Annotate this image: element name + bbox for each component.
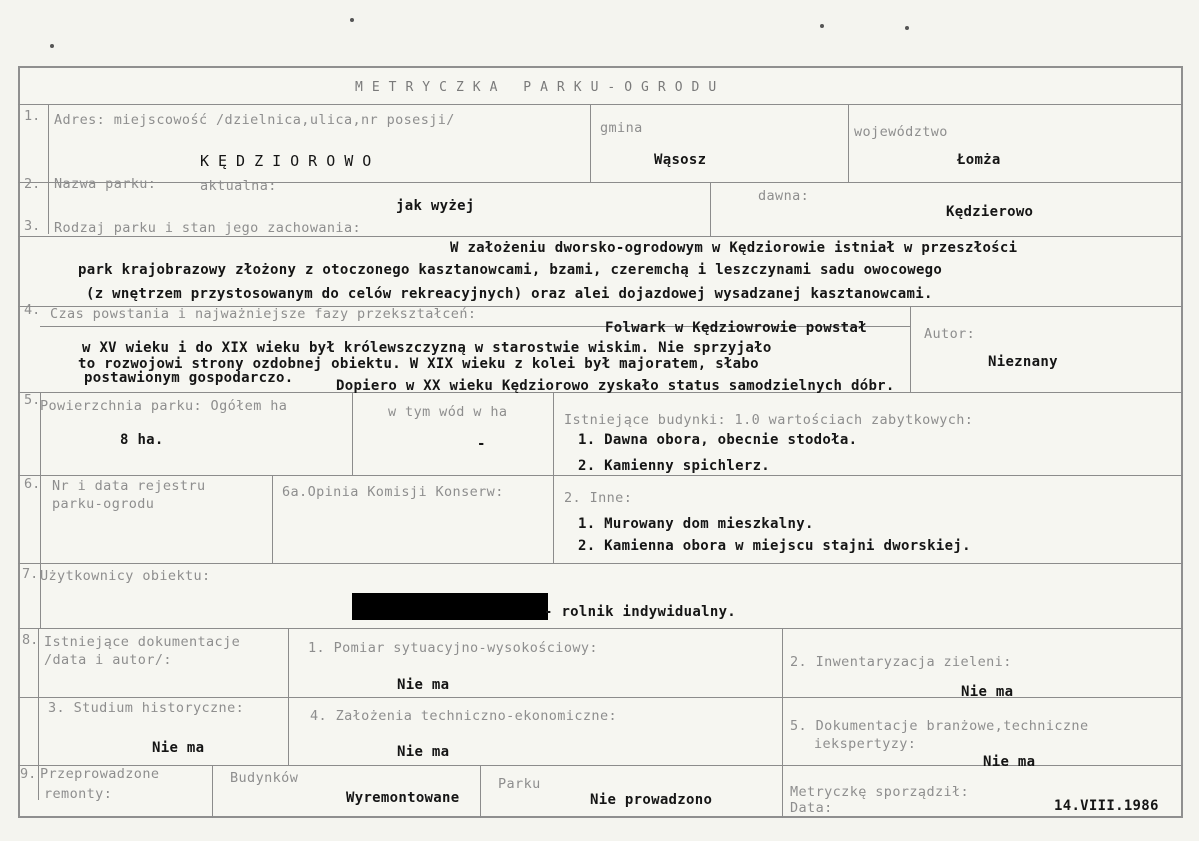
section-number: 3. bbox=[24, 218, 41, 234]
author-value: Nieznany bbox=[988, 354, 1058, 370]
gmina-label: gmina bbox=[600, 120, 643, 136]
gmina-value: Wąsosz bbox=[654, 152, 707, 168]
register-label-2: parku-ogrodu bbox=[52, 496, 155, 512]
section-number: 6. bbox=[24, 476, 41, 492]
former-name-value: Kędzierowo bbox=[946, 204, 1034, 220]
building-item-1: 1. Dawna obora, obecnie stodoła. bbox=[578, 432, 858, 448]
tech-econ-value: Nie ma bbox=[397, 744, 450, 760]
rule bbox=[480, 765, 481, 818]
history-line-1: Folwark w Kędziowrowie powstał bbox=[605, 320, 867, 336]
redaction-bar bbox=[352, 593, 548, 620]
section-number: 8. bbox=[22, 632, 39, 648]
rule bbox=[38, 628, 39, 800]
card-title: METRYCZKA PARKU-OGRODU bbox=[355, 80, 726, 95]
water-label: w tym wód w ha bbox=[388, 404, 508, 420]
former-name-label: dawna: bbox=[758, 188, 810, 204]
park-type-line-2: park krajobrazowy złożony z otoczonego kasztanowcami, bzami, czeremchą i leszczynami sadu owocowego bbox=[78, 262, 943, 278]
rule bbox=[18, 563, 1183, 564]
rule bbox=[553, 392, 554, 563]
date-value: 14.VIII.1986 bbox=[1054, 798, 1159, 814]
water-value: - bbox=[477, 436, 486, 452]
author-label: Autor: bbox=[924, 326, 976, 342]
rule bbox=[212, 765, 213, 818]
punch-hole bbox=[350, 18, 354, 22]
section-number: 1. bbox=[24, 108, 41, 124]
rule bbox=[352, 392, 353, 475]
opinion-label: 6a.Opinia Komisji Konserw: bbox=[282, 484, 504, 500]
survey-label: 1. Pomiar sytuacyjno-wysokościowy: bbox=[308, 640, 598, 656]
area-label: Powierzchnia parku: Ogółem ha bbox=[40, 398, 288, 414]
users-label: Użytkownicy obiektu: bbox=[40, 568, 211, 584]
rule bbox=[18, 236, 1183, 237]
rule bbox=[18, 182, 1183, 183]
branch-docs-label-2: iekspertyzy: bbox=[814, 736, 917, 752]
section-number: 2. bbox=[24, 176, 41, 192]
rule bbox=[782, 765, 783, 818]
greenery-value: Nie ma bbox=[961, 684, 1014, 700]
rule bbox=[910, 306, 911, 392]
punch-hole bbox=[820, 24, 824, 28]
branch-docs-label-1: 5. Dokumentacje branżowe,techniczne bbox=[790, 718, 1089, 734]
buildings-renov-value: Wyremontowane bbox=[346, 790, 460, 806]
section-number: 7. bbox=[22, 566, 39, 582]
punch-hole bbox=[905, 26, 909, 30]
historical-study-value: Nie ma bbox=[152, 740, 205, 756]
history-line-5: postawionym gospodarczo. bbox=[84, 370, 294, 386]
users-value: - rolnik indywidualny. bbox=[544, 604, 737, 620]
rule bbox=[590, 104, 591, 182]
address-label: Adres: miejscowość /dzielnica,ulica,nr posesji/ bbox=[54, 112, 455, 128]
voivodeship-label: województwo bbox=[854, 124, 948, 140]
survey-value: Nie ma bbox=[397, 677, 450, 693]
building-item-2: 2. Kamienny spichlerz. bbox=[578, 458, 771, 474]
history-line-3: to rozwojowi strony ozdobnej obiektu. W XIX wieku z kolei był majoratem, słabo bbox=[78, 356, 759, 372]
rule bbox=[18, 104, 1183, 105]
section-number: 4. bbox=[24, 302, 41, 318]
other-label: 2. Inne: bbox=[564, 490, 633, 506]
address-value: KĘDZIOROWO bbox=[200, 152, 381, 170]
park-type-label: Rodzaj parku i stan jego zachowania: bbox=[54, 220, 361, 236]
compiled-by-label: Metryczkę sporządził: bbox=[790, 784, 970, 800]
rule bbox=[288, 628, 289, 765]
park-renov-label: Parku bbox=[498, 776, 541, 792]
historical-study-label: 3. Studium historyczne: bbox=[48, 700, 245, 716]
renovations-label-1: Przeprowadzone bbox=[40, 766, 160, 782]
rule bbox=[40, 392, 41, 628]
section-number: 9. bbox=[20, 766, 37, 782]
rule bbox=[18, 475, 1183, 476]
park-renov-value: Nie prowadzono bbox=[590, 792, 713, 808]
greenery-label: 2. Inwentaryzacja zieleni: bbox=[790, 654, 1012, 670]
rule bbox=[48, 104, 49, 234]
rule bbox=[848, 104, 849, 182]
current-name-value: jak wyżej bbox=[396, 198, 475, 214]
voivodeship-value: Łomża bbox=[957, 152, 1001, 168]
date-label: Data: bbox=[790, 800, 833, 816]
history-label: Czas powstania i najważniejsze fazy przekształceń: bbox=[50, 306, 477, 322]
documentation-label-1: Istniejące dokumentacje bbox=[44, 634, 241, 650]
buildings-renov-label: Budynków bbox=[230, 770, 299, 786]
park-type-line-1: W założeniu dworsko-ogrodowym w Kędziorowie istniał w przeszłości bbox=[450, 240, 1018, 256]
history-line-2: w XV wieku i do XIX wieku był królewszczyzną w starostwie wiskim. Nie sprzyjało bbox=[82, 340, 772, 356]
renovations-label-2: remonty: bbox=[44, 786, 113, 802]
current-name-label: aktualna: bbox=[200, 178, 277, 194]
buildings-label: Istniejące budynki: 1.0 wartościach zabytkowych: bbox=[564, 412, 974, 428]
rule bbox=[782, 628, 783, 765]
park-type-line-3: (z wnętrzem przystosowanym do celów rekreacyjnych) oraz alei dojazdowej wysadzanej kasztanowcami. bbox=[86, 286, 933, 302]
park-name-label: Nazwa parku: bbox=[54, 176, 157, 192]
rule bbox=[272, 475, 273, 563]
other-item-1: 1. Murowany dom mieszkalny. bbox=[578, 516, 814, 532]
history-line-4: Dopiero w XX wieku Kędziorowo zyskało status samodzielnych dóbr. bbox=[336, 378, 895, 394]
rule bbox=[18, 628, 1183, 629]
section-number: 5. bbox=[24, 392, 41, 408]
punch-hole bbox=[50, 44, 54, 48]
branch-docs-value: Nie ma bbox=[983, 754, 1036, 770]
rule bbox=[710, 182, 711, 236]
tech-econ-label: 4. Założenia techniczno-ekonomiczne: bbox=[310, 708, 617, 724]
register-label-1: Nr i data rejestru bbox=[52, 478, 206, 494]
other-item-2: 2. Kamienna obora w miejscu stajni dworskiej. bbox=[578, 538, 971, 554]
documentation-label-2: /data i autor/: bbox=[44, 652, 172, 668]
area-value: 8 ha. bbox=[120, 432, 164, 448]
